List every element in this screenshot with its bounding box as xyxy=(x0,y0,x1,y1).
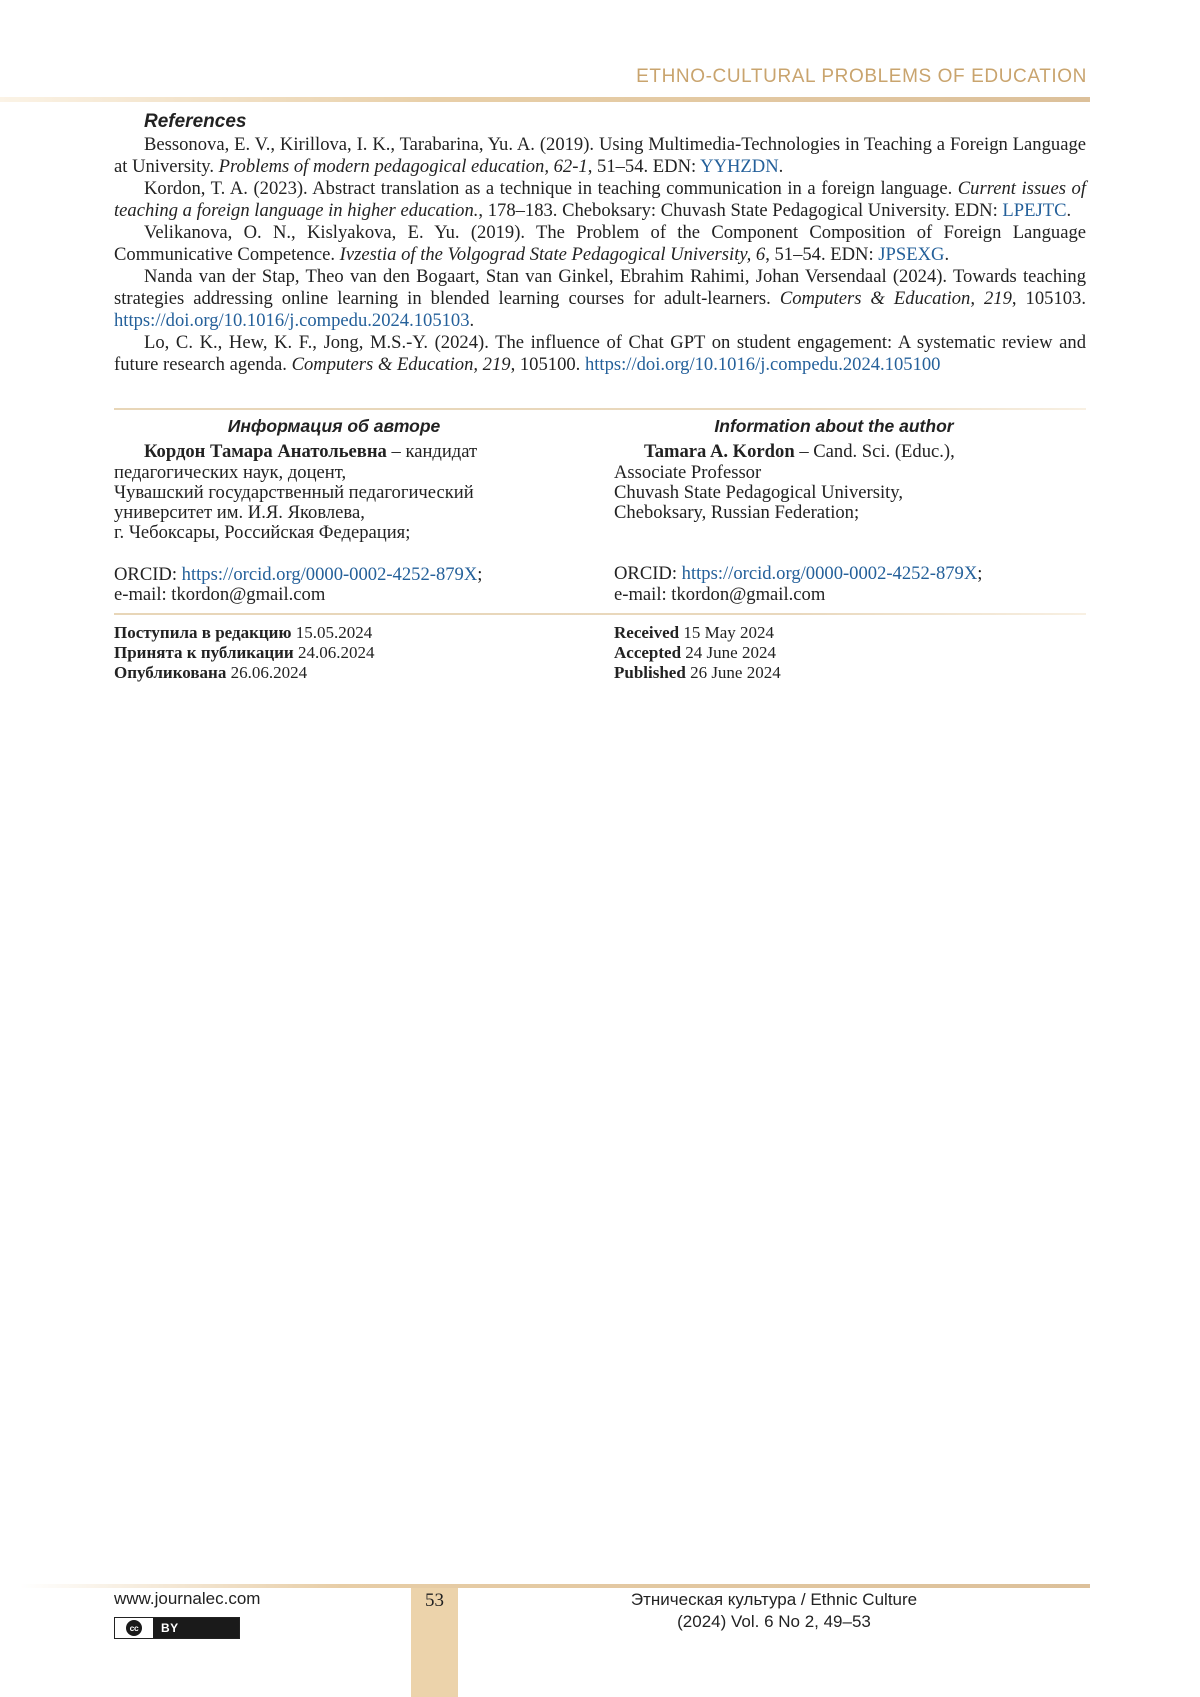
author-name-line: Tamara A. Kordon – Cand. Sci. (Educ.), xyxy=(644,441,955,463)
orcid-line: ORCID: https://orcid.org/0000-0002-4252-879X; xyxy=(114,563,483,585)
doi-link[interactable]: https://doi.org/10.1016/j.compedu.2024.105103 xyxy=(114,310,470,331)
references-title: References xyxy=(144,111,247,132)
publication-dates-en xyxy=(614,623,781,683)
author-detail-line: Чувашский государственный педагогический xyxy=(114,481,474,503)
author-heading-en: Information about the author xyxy=(714,416,954,436)
edn-link[interactable]: JPSEXG xyxy=(878,244,945,265)
orcid-link[interactable]: https://orcid.org/0000-0002-4252-879X xyxy=(681,563,978,585)
spacer xyxy=(114,544,554,565)
reference-item: Nanda van der Stap, Theo van den Bogaart, Stan van Ginkel, Ebrahim Rahimi, Johan Versendaal (2024). Towards teaching strategies addressing online learning in blended learning courses for adult-learners. Computers & Education, 219, 105103. https://doi.org/10.1016/j.compedu.2024.105103. xyxy=(114,266,1086,331)
footer-website[interactable]: www.journalec.com xyxy=(114,1589,261,1608)
reference-item: Bessonova, E. V., Kirillova, I. K., Tarabarina, Yu. A. (2019). Using Multimedia-Technologies in Teaching a Foreign Language at University. Problems of modern pedagogical education, 62-1, 51–54. EDN: YYHZDN. xyxy=(114,134,1086,177)
by-label: BY xyxy=(161,1621,179,1635)
journal-title: Этническая культура / Ethnic Culture xyxy=(630,1590,918,1609)
edn-link[interactable]: YYHZDN xyxy=(700,156,779,177)
author-detail-line: г. Чебоксары, Российская Федерация; xyxy=(114,522,411,544)
orcid-line: ORCID: https://orcid.org/0000-0002-4252-879X; xyxy=(614,563,983,585)
header-rule xyxy=(0,97,1090,102)
dates-separator xyxy=(114,613,1086,615)
cc-by-license-badge[interactable] xyxy=(114,1617,240,1639)
reference-item: Lo, C. K., Hew, K. F., Jong, M.S.-Y. (2024). The influence of Chat GPT on student engagement: A systematic review and future research agenda. Computers & Education, 219, 105100. https://doi.org/10.1016/j.compedu.2024.105100 xyxy=(114,332,1086,375)
page-number: 53 xyxy=(425,1590,444,1611)
reference-item: Kordon, T. A. (2023). Abstract translation as a technique in teaching communication in a foreign language. Current issues of teaching a foreign language in higher education., 178–183. Cheboksary: Chuvash State Pedagogical University. EDN: LPEJTC. xyxy=(114,178,1086,221)
date-received-en: Received 15 May 2024 xyxy=(614,623,775,642)
date-accepted-ru: Принята к публикации 24.06.2024 xyxy=(114,643,375,662)
email-line: e-mail: tkordon@gmail.com xyxy=(614,583,826,605)
author-detail-line: Chuvash State Pedagogical University, xyxy=(614,481,904,503)
email-line: e-mail: tkordon@gmail.com xyxy=(114,584,326,606)
cc-icon-container xyxy=(115,1618,153,1638)
edn-link[interactable]: LPEJTC xyxy=(1002,200,1067,221)
author-detail-line: Associate Professor xyxy=(614,461,762,483)
author-info-en xyxy=(614,416,1054,605)
author-detail-line: педагогических наук, доцент, xyxy=(114,461,347,483)
journal-volume: (2024) Vol. 6 No 2, 49–53 xyxy=(677,1612,871,1631)
cc-icon: cc xyxy=(126,1620,142,1636)
doi-link[interactable]: https://doi.org/10.1016/j.compedu.2024.105100 xyxy=(584,354,941,375)
author-info-ru xyxy=(114,416,554,605)
date-published-ru: Опубликована 26.06.2024 xyxy=(114,663,308,682)
publication-dates-ru xyxy=(114,623,374,683)
spacer xyxy=(614,523,1054,564)
date-accepted-en: Accepted 24 June 2024 xyxy=(614,643,776,662)
author-name-line: Кордон Тамара Анатольевна – кандидат xyxy=(144,441,478,463)
author-detail-line: Cheboksary, Russian Federation; xyxy=(614,502,860,524)
date-published-en: Published 26 June 2024 xyxy=(614,663,781,682)
author-separator-top xyxy=(114,408,1086,410)
references-section xyxy=(114,111,1086,376)
orcid-link[interactable]: https://orcid.org/0000-0002-4252-879X xyxy=(181,563,478,585)
footer-journal-info xyxy=(614,1589,934,1633)
date-received-ru: Поступила в редакцию 15.05.2024 xyxy=(114,623,373,642)
section-header-title: ETHNO-CULTURAL PROBLEMS OF EDUCATION xyxy=(636,66,1087,87)
footer-rule xyxy=(20,1584,1090,1588)
author-detail-line: университет им. И.Я. Яковлева, xyxy=(114,502,365,524)
author-heading-ru: Информация об авторе xyxy=(227,416,441,436)
reference-item: Velikanova, O. N., Kislyakova, E. Yu. (2019). The Problem of the Component Composition of Foreign Language Communicative Competence. Ivzestia of the Volgograd State Pedagogical University, 6, 51–54. EDN: JPSEXG. xyxy=(114,222,1086,265)
